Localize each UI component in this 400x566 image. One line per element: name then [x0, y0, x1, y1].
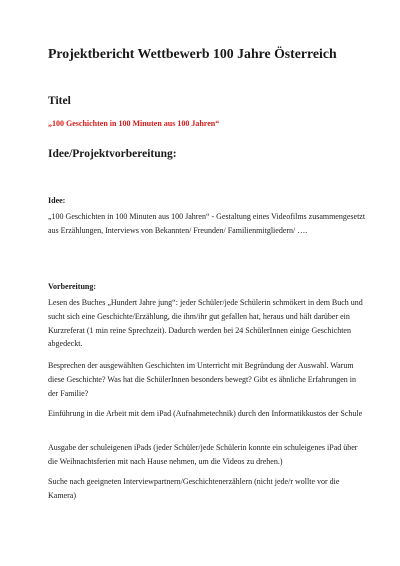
- document-title: Projektbericht Wettbewerb 100 Jahre Österreich: [48, 46, 337, 61]
- paragraph-buch: Lesen des Buches „Hundert Jahre jung“: jeder Schüler/jede Schülerin schmökert in dem Buch und sucht sich eine Geschichte/Erzählung, die ihm/ihr gut gefallen hat, heraus und hält darüber ein Kurzreferat (1 min reine Sprechzeit). Dadurch werden bei 24 SchülerInnen einige Geschichten abgedeckt.: [48, 298, 363, 349]
- titel-heading: Titel: [48, 95, 71, 107]
- idee-heading: Idee:: [48, 196, 66, 205]
- vorbereitung-heading: Vorbereitung:: [48, 282, 96, 291]
- paragraph-ipad-ausgabe: Ausgabe der schuleigenen iPads (jeder Schüler/jede Schülerin konnte ein schuleigenes iPad über die Weihnachtsferien mit nach Hause nehmen, um die Videos zu drehen.): [48, 443, 358, 466]
- section-heading-idee-projektvorbereitung: Idee/Projektvorbereitung:: [48, 148, 177, 160]
- paragraph-besprechen: Besprechen der ausgewählten Geschichten im Unterricht mit Begründung der Auswahl. Warum diese Geschichte? Was hat die SchülerInnen besonders bewegt? Gibt es ähnliche Erfahrungen in der Familie?: [48, 361, 356, 398]
- idee-paragraph: „100 Geschichten in 100 Minuten aus 100 Jahren“ - Gestaltung eines Videofilms zusammengesetzt aus Erzählungen, Interviews von Bekannten/ Freunden/ Familienmitgliedern/ ….: [48, 212, 366, 235]
- paragraph-interviewpartner: Suche nach geeigneten Interviewpartnern/Geschichtenerzählern (nicht jede/r wollte vor die Kamera): [48, 477, 340, 500]
- paragraph-ipad-einfuehrung: Einführung in die Arbeit mit dem iPad (Aufnahmetechnik) durch den Informatikkustos der Schule: [48, 409, 363, 418]
- project-title: „100 Geschichten in 100 Minuten aus 100 Jahren“: [48, 119, 220, 128]
